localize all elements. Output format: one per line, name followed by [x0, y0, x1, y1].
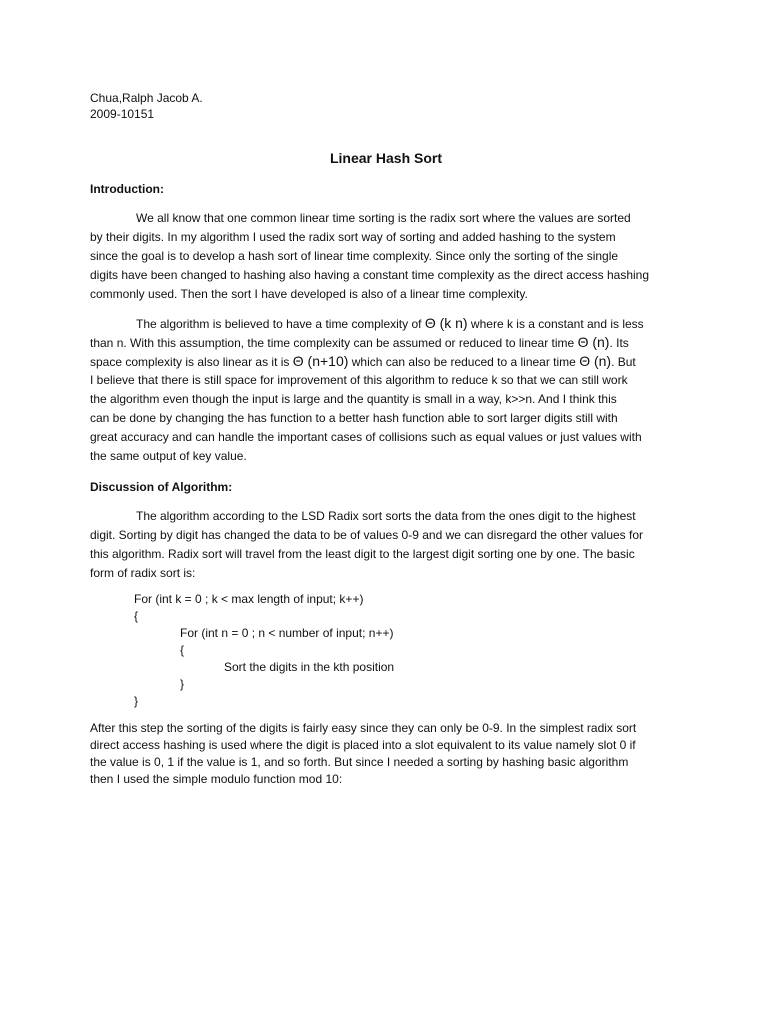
- text-segment: . But: [611, 355, 636, 369]
- text-segment: than n. With this assumption, the time complexity can be assumed or reduced to linear time: [90, 336, 578, 350]
- code-line: {: [134, 609, 139, 623]
- text-line: the same output of key value.: [90, 449, 247, 463]
- text-line: the algorithm even though the input is large and the quantity is small in a way, k>>n. And I think this: [90, 392, 617, 406]
- discussion-paragraph-2: [90, 720, 682, 788]
- discussion-heading: Discussion of Algorithm:: [90, 480, 233, 494]
- text-line: I believe that there is still space for improvement of this algorithm to reduce k so that we can still work: [90, 373, 628, 387]
- introduction-heading: Introduction:: [90, 182, 164, 196]
- text-line: commonly used. Then the sort I have developed is also of a linear time complexity.: [90, 287, 528, 301]
- code-line: Sort the digits in the kth position: [224, 660, 395, 674]
- text-segment: space complexity is also linear as it is: [90, 355, 293, 369]
- code-line: For (int k = 0 ; k < max length of input; k++): [134, 592, 364, 606]
- text-segment: . Its: [609, 336, 629, 350]
- text-line: digit. Sorting by digit has changed the data to be of values 0-9 and we can disregard the other values for: [90, 528, 644, 542]
- text-segment: which can also be reduced to a linear time: [348, 355, 580, 369]
- text-line: The algorithm according to the LSD Radix sort sorts the data from the ones digit to the highest: [136, 509, 636, 523]
- math-expression: Θ (k n): [424, 315, 468, 331]
- text-line: We all know that one common linear time sorting is the radix sort where the values are sorted: [136, 211, 631, 225]
- math-expression: Θ (n): [577, 334, 610, 350]
- author-id: 2009-10151: [90, 107, 155, 121]
- text-line: [90, 314, 682, 333]
- text-segment: The algorithm is believed to have a time complexity of: [136, 317, 425, 331]
- text-line: digits have been changed to hashing also having a constant time complexity as the direct access hashing: [90, 268, 650, 282]
- discussion-paragraph-1: [90, 507, 682, 583]
- text-line: great accuracy and can handle the important cases of collisions such as equal values or just values with: [90, 430, 642, 444]
- text-line: then I used the simple modulo function mod 10:: [90, 772, 343, 786]
- code-line: }: [134, 694, 139, 708]
- text-line: After this step the sorting of the digits is fairly easy since they can only be 0-9. In the simplest radix sort: [90, 721, 637, 735]
- text-line: [90, 333, 682, 352]
- author-block: [90, 90, 682, 122]
- text-line: [90, 352, 682, 371]
- math-expression: Θ (n+10): [292, 353, 349, 369]
- intro-paragraph-2: [90, 314, 682, 466]
- text-line: since the goal is to develop a hash sort of linear time complexity. Since only the sorting of the single: [90, 249, 619, 263]
- text-line: form of radix sort is:: [90, 566, 196, 580]
- text-line: can be done by changing the has function to a better hash function able to sort larger digits still with: [90, 411, 618, 425]
- text-line: this algorithm. Radix sort will travel from the least digit to the largest digit sorting one by one. The basic: [90, 547, 635, 561]
- author-name: Chua,Ralph Jacob A.: [90, 91, 203, 105]
- document-page: [90, 90, 682, 788]
- code-line: }: [180, 677, 185, 691]
- text-segment: where k is a constant and is less: [467, 317, 644, 331]
- text-line: by their digits. In my algorithm I used the radix sort way of sorting and added hashing to the system: [90, 230, 616, 244]
- code-line: For (int n = 0 ; n < number of input; n++): [180, 626, 394, 640]
- intro-paragraph-1: [90, 209, 682, 304]
- document-title: Linear Hash Sort: [329, 150, 443, 166]
- text-line: direct access hashing is used where the digit is placed into a slot equivalent to its value namely slot 0 if: [90, 738, 636, 752]
- pseudocode-block: [90, 591, 682, 710]
- code-line: {: [180, 643, 185, 657]
- text-line: the value is 0, 1 if the value is 1, and so forth. But since I needed a sorting by hashing basic algorithm: [90, 755, 629, 769]
- math-expression: Θ (n): [579, 353, 612, 369]
